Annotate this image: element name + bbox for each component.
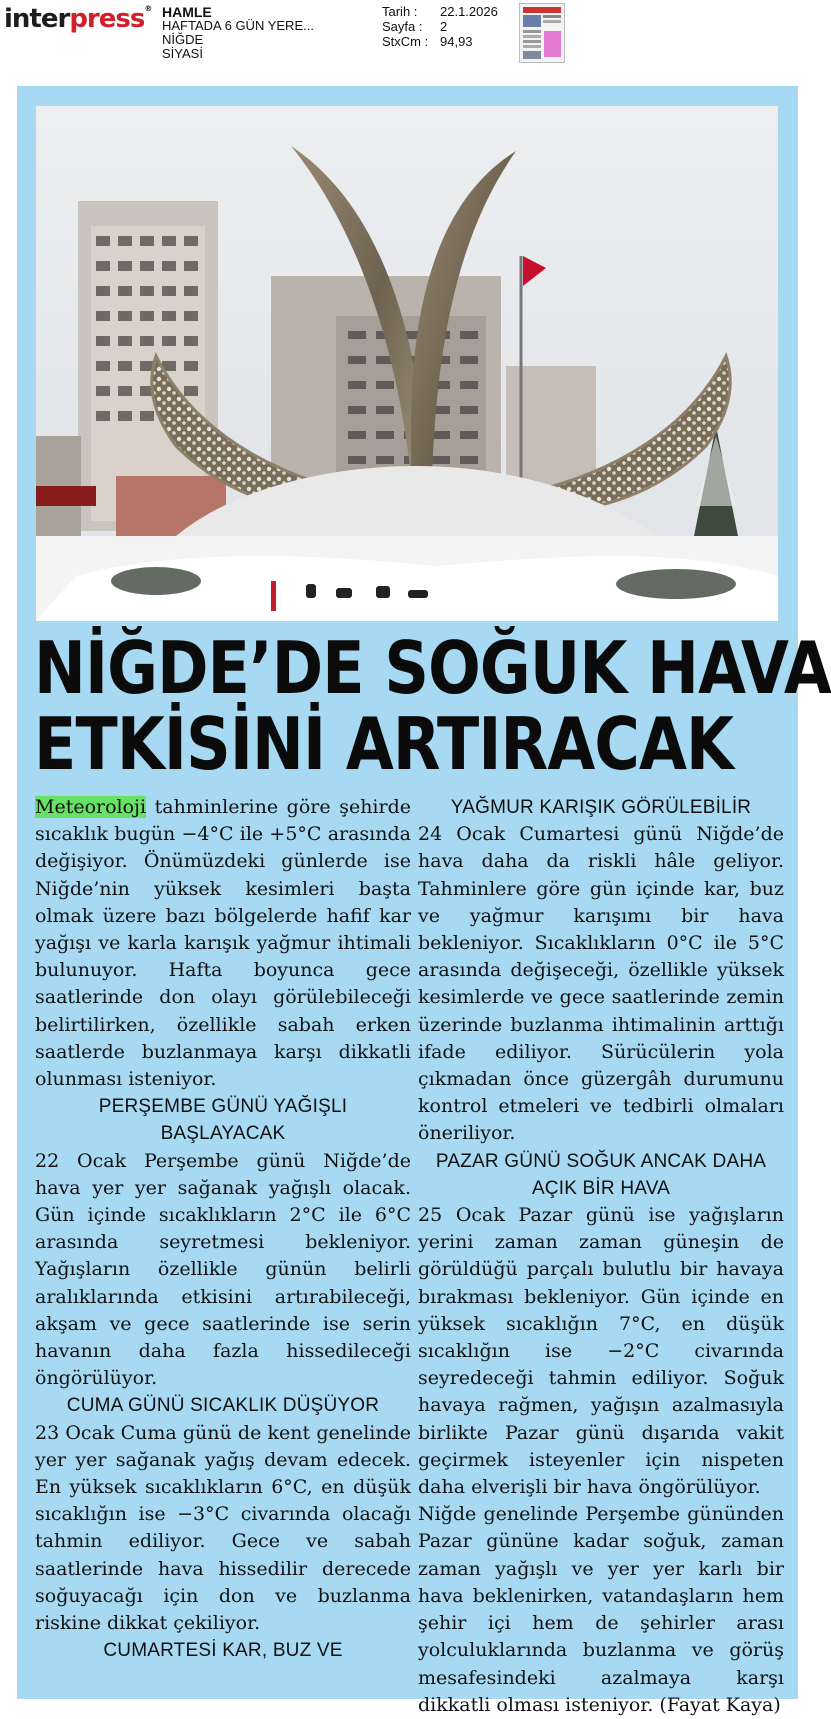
paragraph-sunday: 25 Ocak Pazar günü ise yağışların yerini zaman zaman güneşin de görüldüğü parçalı bulutlu bir havaya bırakması bekleniyor. Gün içinde en yüksek sıcaklığın 7°C, en düşük sıcaklığın ise −2°C civarında seyredeceği tahmin ediliyor. Soğuk havaya rağmen, yağışın azalmasıyla birlikte Pazar günü dışarıda vakit geçirmek isteyenler için nispeten daha elverişli bir hava öngörülüyor.: [418, 1204, 784, 1499]
date-row: Tarih : 22.1.2026: [382, 4, 498, 19]
subheading-thursday: PERŞEMBE GÜNÜ YAĞIŞLI BAŞLAYACAK: [98, 1096, 348, 1145]
interpress-logo: interpress®: [4, 4, 152, 34]
publication-name: HAMLE: [162, 4, 212, 20]
publication-info: [162, 5, 314, 61]
clipping-meta: [382, 4, 498, 49]
left-column: [35, 794, 411, 1665]
subheading-friday: CUMA GÜNÜ SICAKLIK DÜŞÜYOR: [66, 1395, 380, 1417]
headline-line-1: NİĞDE’DE SOĞUK HAVA: [34, 626, 831, 710]
city-label: NİĞDE: [162, 32, 204, 47]
clipping-header: [0, 0, 798, 80]
article-headline: [34, 626, 831, 786]
subheading-sunday: PAZAR GÜNÜ SOĞUK ANCAK DAHA AÇIK BİR HAVA: [435, 1150, 767, 1199]
page-thumbnail[interactable]: [519, 3, 565, 63]
category-label: SİYASİ: [162, 46, 203, 61]
article-card: [17, 86, 831, 1716]
subheading-saturday-part1: CUMARTESİ KAR, BUZ VE: [103, 1640, 343, 1662]
subheading-saturday-part2: YAĞMUR KARIŞIK GÖRÜLEBİLİR: [450, 797, 752, 818]
stxcm-row: StxCm : 94,93: [382, 34, 473, 49]
paragraph-friday: 23 Ocak Cuma günü de kent genelinde yer yer sağanak yağış devam edecek. En yüksek sıcaklıkların 6°C, en düşük sıcaklığın ise −3°C civarında olacağı tahmin ediliyor. Gece ve sabah saatlerinde hava hissedilir derecede soğuyacağı için don ve buzlanma riskine dikkat çekiliyor.: [35, 1421, 411, 1635]
highlight-keyword: Meteoroloji: [35, 796, 147, 818]
paragraph-closing: Niğde genelinde Perşembe gününden Pazar gününe kadar soğuk, zaman zaman yağışlı ve yer yer karlı bir hava beklenirken, vatandaşların hem şehir içi hem de şehirler arası yolculuklarında buzlanma ve görüş mesafesindeki azalmaya karşı dikkatli olması isteniyor. (Fayat Kaya): [418, 1503, 784, 1716]
right-column: [418, 794, 784, 1719]
headline-short: HAFTADA 6 GÜN YERE...: [162, 18, 314, 33]
headline-line-2: ETKİSİNİ ARTIRACAK: [34, 702, 734, 786]
paragraph-saturday: 24 Ocak Cumartesi günü Niğde’de hava daha da riskli hâle geliyor. Tahminlere göre gün içinde kar, buz ve yağmur karışımı bir hava bekleniyor. Sıcaklıkların 0°C ile 5°C arasında değişeceği, özellikle yüksek kesimlerde ve gece saatlerinde zemin üzerinde buzlanma ihtimalinin arttığı ifade ediliyor. Sürücülerin yola çıkmadan önce güzergâh durumunu kontrol etmeleri ve tedbirli olmaları öneriliyor.: [418, 823, 784, 1145]
page-row: Sayfa : 2: [382, 19, 448, 34]
paragraph-thursday: 22 Ocak Perşembe günü Niğde’de hava yer yer sağanak yağışlı olacak. Gün içinde sıcaklıkların 2°C ile 6°C arasında seyretmesi bekleniyor. Yağışların özellikle günün belirli aralıklarında etkisini artırabileceği, akşam ve gece saatlerinde ise serin havanın daha fazla hissedileceği öngörülüyor.: [35, 1149, 411, 1390]
snowy-crescent-monument-photo: [36, 106, 778, 621]
paragraph-intro: Meteoroloji tahminlerine göre şehirde sıcaklık bugün −4°C ile +5°C arasında değişiyor. Önümüzdeki günlerde ise Niğde’nin yüksek kesimleri başta olmak üzere bazı bölgelerde hafif kar yağışı ve karla karışık yağmur ihtimali bulunuyor. Hafta boyunca gece saatlerinde don olayı görülebileceği belirtilirken, özellikle sabah erken saatlerde buzlanmaya karşı dikkatli olunması isteniyor.: [35, 796, 411, 1091]
